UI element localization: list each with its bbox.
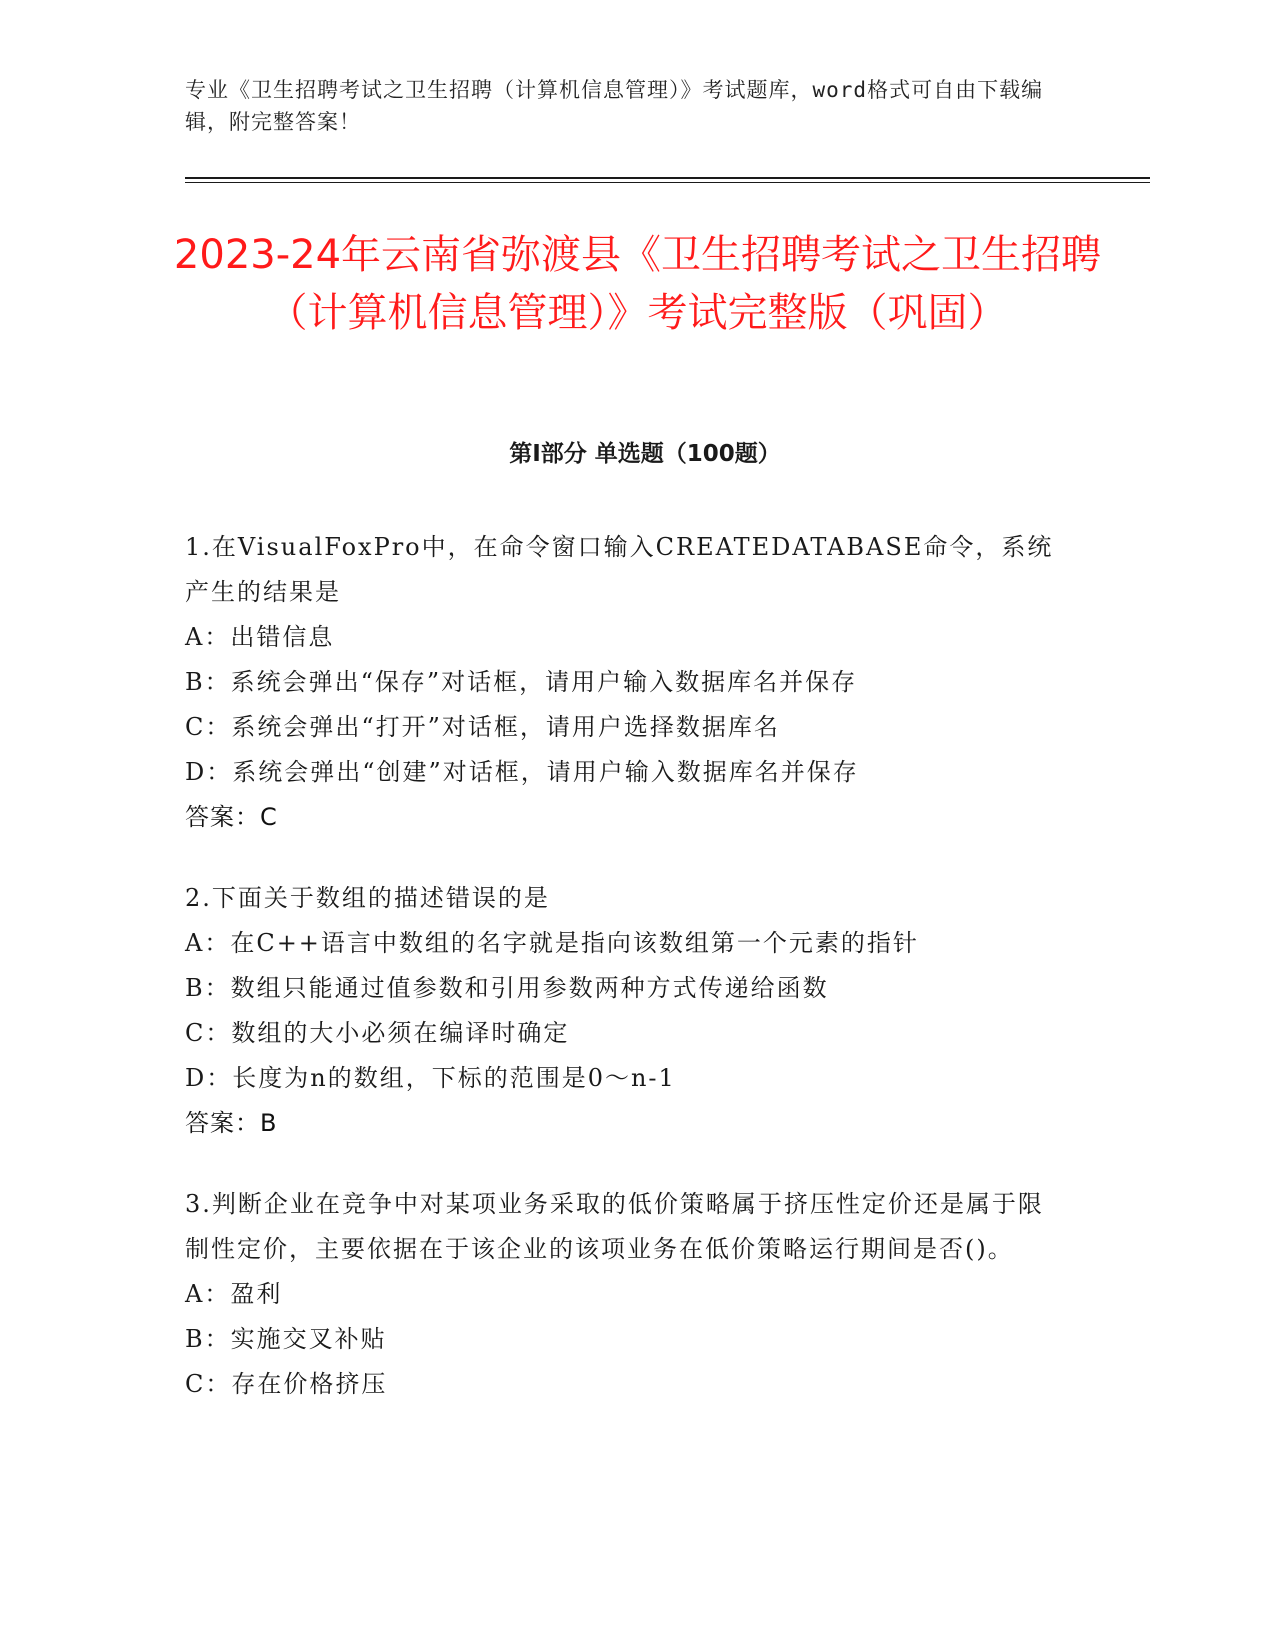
question-2: [185, 876, 1065, 1146]
option-d: D：系统会弹出“创建”对话框，请用户输入数据库名并保存: [185, 758, 859, 786]
answer: 答案：B: [185, 1109, 278, 1137]
header-rule-thick: [185, 177, 1150, 179]
section-title: 第Ⅰ部分 单选题（100题）: [509, 441, 781, 467]
option-a: A：出错信息: [185, 623, 335, 651]
question-3: [185, 1182, 1065, 1407]
option-c: C：系统会弹出“打开”对话框，请用户选择数据库名: [185, 713, 780, 741]
question-stem: 2.下面关于数组的描述错误的是: [185, 884, 550, 912]
header-note: 专业《卫生招聘考试之卫生招聘（计算机信息管理）》考试题库，word格式可自由下载编辑，附完整答案！: [185, 78, 1044, 134]
option-b: B：数组只能通过值参数和引用参数两种方式传递给函数: [185, 974, 829, 1002]
option-c: C：存在价格挤压: [185, 1370, 388, 1398]
question-stem: 3.判断企业在竞争中对某项业务采取的低价策略属于挤压性定价还是属于限制性定价，主要依据在于该企业的该项业务在低价策略运行期间是否()。: [185, 1190, 1044, 1263]
option-a: A：盈利: [185, 1280, 283, 1308]
option-b: B：实施交叉补贴: [185, 1325, 387, 1353]
question-1: [185, 525, 1065, 840]
document-title: 2023-24年云南省弥渡县《卫生招聘考试之卫生招聘（计算机信息管理）》考试完整版（巩固）: [173, 232, 1102, 336]
header-rule-thin: [185, 182, 1150, 183]
option-b: B：系统会弹出“保存”对话框，请用户输入数据库名并保存: [185, 668, 858, 696]
answer: 答案：C: [185, 803, 278, 831]
question-stem: 1.在VisualFoxPro中，在命令窗口输入CREATEDATABASE命令，系统产生的结果是: [185, 533, 1054, 606]
option-c: C：数组的大小必须在编译时确定: [185, 1019, 570, 1047]
option-a: A：在C++语言中数组的名字就是指向该数组第一个元素的指针: [185, 929, 919, 957]
option-d: D：长度为n的数组，下标的范围是0～n-1: [185, 1064, 676, 1092]
question-list: [185, 525, 1065, 1443]
